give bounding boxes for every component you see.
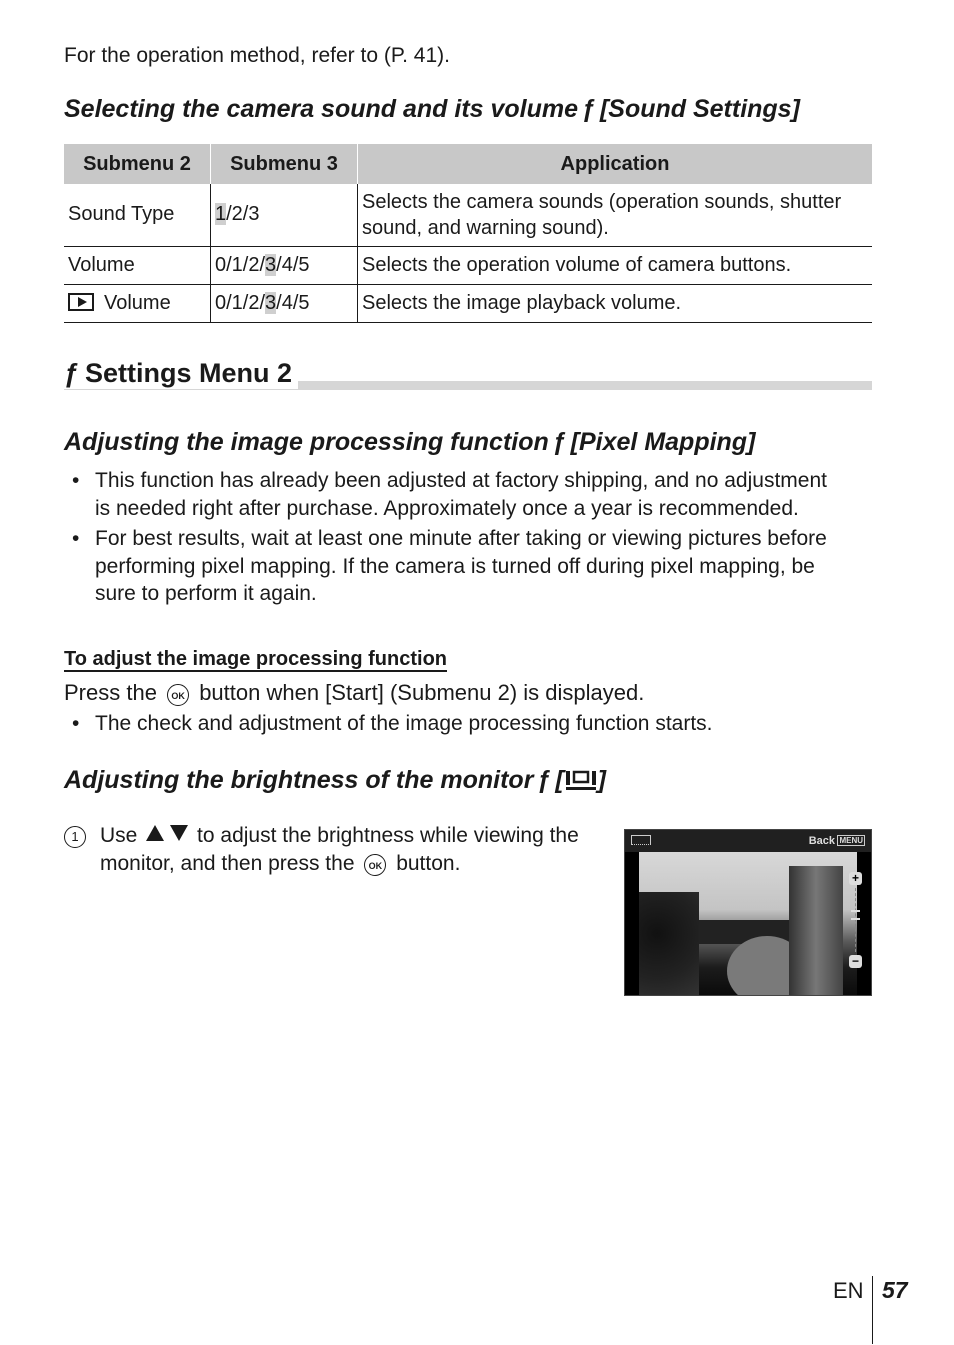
slider-track xyxy=(855,888,857,952)
table-cell: Selects the operation volume of camera buttons. xyxy=(358,246,873,284)
instruction-text: button. xyxy=(396,851,461,875)
instruction-text: button when [Start] (Submenu 2) is displayed. xyxy=(199,680,645,705)
monitor-screen-illustration xyxy=(624,829,872,996)
table-cell: Selects the camera sounds (operation sounds, shutter sound, and warning sound). xyxy=(358,184,873,246)
settings-menu-title xyxy=(64,358,298,389)
list-item: • The check and adjustment of the image processing function starts. xyxy=(64,710,864,738)
heading-text: Adjusting the brightness of the monitor xyxy=(64,766,534,794)
bridge-photo xyxy=(639,852,857,996)
bracket-open: [ xyxy=(555,766,564,794)
column-header: Application xyxy=(358,144,873,184)
procedure-heading: To adjust the image processing function xyxy=(64,648,447,670)
list-item: • This function has already been adjusted at factory shipping, and no adjustment is needed right after purchase. Approximately once a year is recommended. xyxy=(64,467,834,522)
screen-top-bar xyxy=(625,830,871,852)
press-instruction xyxy=(64,680,644,706)
table-row xyxy=(64,284,872,322)
row-label: Volume xyxy=(104,291,171,314)
plus-icon: + xyxy=(849,872,862,885)
table-header-row xyxy=(64,144,872,184)
menu-title-text: Settings Menu 2 xyxy=(85,358,293,388)
default-option: 3 xyxy=(265,291,277,314)
procedure-notes xyxy=(64,710,864,741)
pixel-mapping-heading xyxy=(64,428,755,457)
wrench-icon: ƒ xyxy=(582,95,596,123)
heading-text: Adjusting the image processing function xyxy=(64,428,549,456)
pixel-mapping-bullets xyxy=(64,467,834,611)
table-cell xyxy=(211,284,358,322)
playback-icon xyxy=(68,293,94,311)
heading-text: Selecting the camera sound and its volume xyxy=(64,95,579,123)
back-label: Back xyxy=(808,835,835,847)
step-number: 1 xyxy=(64,826,86,848)
default-option: 1 xyxy=(215,203,227,226)
wrench-icon: ƒ xyxy=(537,766,552,794)
monitor-brightness-icon xyxy=(631,835,651,845)
monitor-brightness-icon xyxy=(564,769,598,791)
table-cell xyxy=(64,284,211,322)
instruction-text: Press the xyxy=(64,680,157,705)
option-text: /4/5 xyxy=(276,291,310,314)
photo-tree xyxy=(639,892,699,996)
default-option: 3 xyxy=(265,253,277,276)
option-text: /2/3 xyxy=(226,203,260,226)
step-instruction xyxy=(100,822,590,877)
table-cell: Sound Type xyxy=(64,184,211,246)
option-text: 0/1/2/ xyxy=(215,253,266,276)
instruction-text: to adjust the brightness while viewing the monitor, and then press the xyxy=(100,824,579,875)
page-language: EN xyxy=(833,1278,864,1303)
table-row xyxy=(64,184,872,246)
column-header: Submenu 3 xyxy=(211,144,358,184)
table-cell: Selects the image playback volume. xyxy=(358,284,873,322)
table-cell: Volume xyxy=(64,246,211,284)
brightness-slider xyxy=(849,872,863,968)
option-text: 0/1/2/ xyxy=(215,291,266,314)
up-arrow-icon xyxy=(146,825,164,841)
page-footer-divider xyxy=(872,1276,873,1344)
ok-button-icon: OK xyxy=(167,684,189,706)
heading-bracket-text: [Sound Settings] xyxy=(599,95,800,123)
slider-level xyxy=(851,918,860,920)
slider-level xyxy=(851,910,860,912)
instruction-text: Use xyxy=(100,824,138,847)
wrench-icon: ƒ xyxy=(552,428,567,456)
minus-icon: − xyxy=(849,955,862,968)
down-arrow-icon xyxy=(170,825,188,841)
sound-settings-table xyxy=(64,144,872,323)
column-header: Submenu 2 xyxy=(64,144,211,184)
table-row xyxy=(64,246,872,284)
option-text: /4/5 xyxy=(276,253,310,276)
table-cell xyxy=(211,184,358,246)
intro-text: For the operation method, refer to (P. 41). xyxy=(64,44,450,67)
monitor-brightness-heading xyxy=(64,766,606,795)
monitor-brightness-glyph xyxy=(564,769,598,791)
menu-button-icon: MENU xyxy=(839,836,863,845)
wrench-icon: ƒ xyxy=(64,358,80,388)
heading-bracket-text: [Pixel Mapping] xyxy=(570,428,756,456)
list-item: • For best results, wait at least one minute after taking or viewing pictures before performing pixel mapping. If the camera is turned off during pixel mapping, be sure to perform it again. xyxy=(64,525,834,608)
table-cell xyxy=(211,246,358,284)
photo-building xyxy=(789,866,843,996)
page-number: 57 xyxy=(882,1277,908,1303)
ok-button-icon: OK xyxy=(364,854,386,876)
bracket-close: ] xyxy=(597,766,606,794)
sound-settings-heading xyxy=(64,95,800,124)
